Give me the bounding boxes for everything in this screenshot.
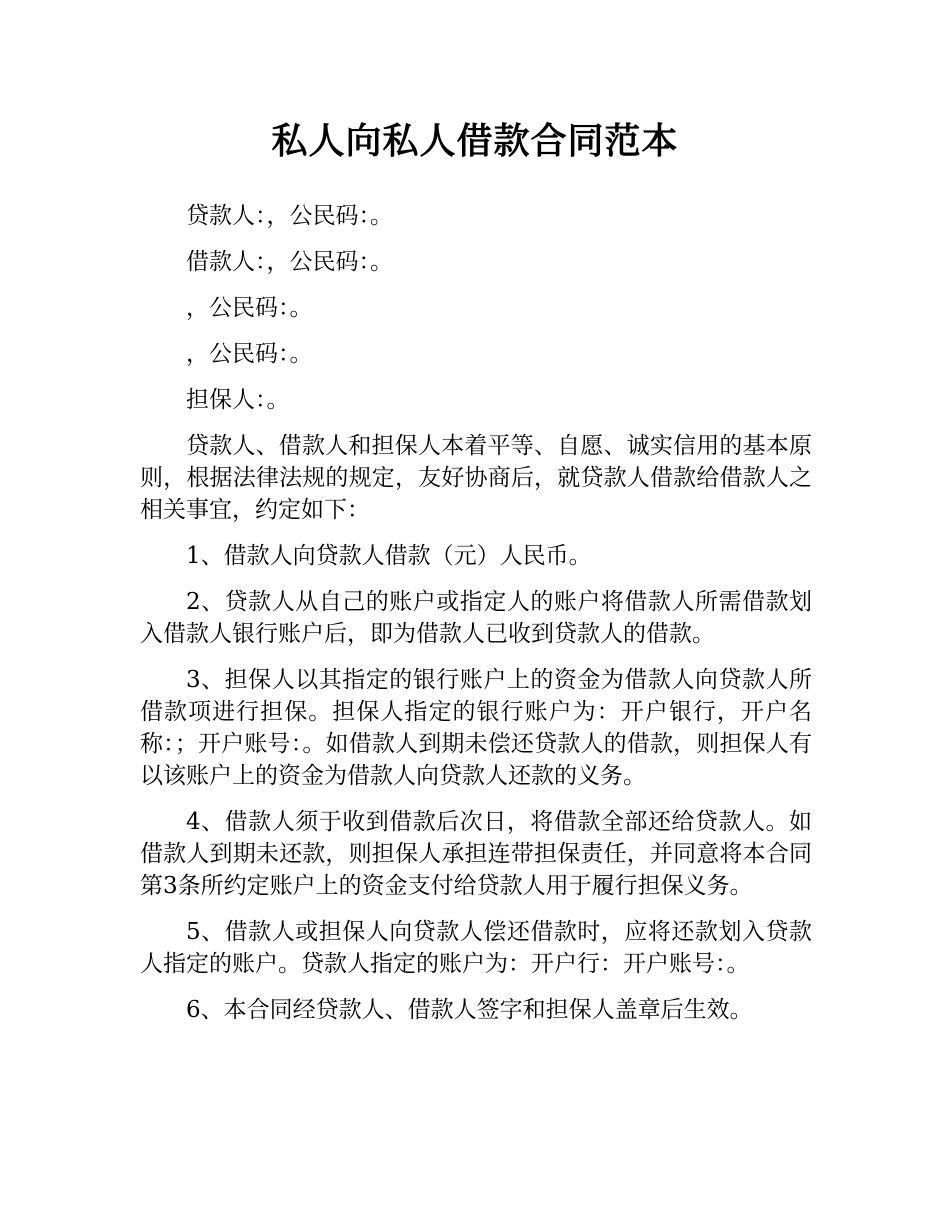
clause-5: 5、借款人或担保人向贷款人偿还借款时，应将还款划入贷款人指定的账户。贷款人指定的账户为：开户行：开户账号：。 [140, 919, 812, 977]
clause-3: 3、担保人以其指定的银行账户上的资金为借款人向贷款人所借款项进行担保。担保人指定的银行账户为：开户银行，开户名称：；开户账号：。如借款人到期未偿还贷款人的借款，则担保人有以该账户上的资金为借款人向贷款人还款的义务。 [140, 667, 812, 789]
party-borrower: 借款人：，公民码：。 [186, 249, 393, 275]
document-body [140, 200, 812, 1040]
preamble-paragraph: 贷款人、借款人和担保人本着平等、自愿、诚实信用的基本原则，根据法律法规的规定，友好协商后，就贷款人借款给借款人之相关事宜，约定如下： [140, 433, 812, 523]
document-title: 私人向私人借款合同范本 [271, 121, 679, 162]
clause-2: 2、贷款人从自己的账户或指定人的账户将借款人所需借款划入借款人银行账户后，即为借款人已收到贷款人的借款。 [140, 589, 812, 647]
clause-1: 1、借款人向贷款人借款（元）人民币。 [186, 543, 592, 569]
clause-4: 4、借款人须于收到借款后次日，将借款全部还给贷款人。如借款人到期未还款，则担保人承担连带担保责任，并同意将本合同第3条所约定账户上的资金支付给贷款人用于履行担保义务。 [140, 809, 812, 899]
party-extra-2: ，公民码：。 [186, 341, 313, 367]
party-lender: 贷款人：，公民码：。 [186, 203, 393, 229]
party-extra-1: ，公民码：。 [186, 295, 313, 321]
party-guarantor: 担保人：。 [186, 387, 290, 413]
clause-6: 6、本合同经贷款人、借款人签字和担保人盖章后生效。 [186, 997, 753, 1023]
